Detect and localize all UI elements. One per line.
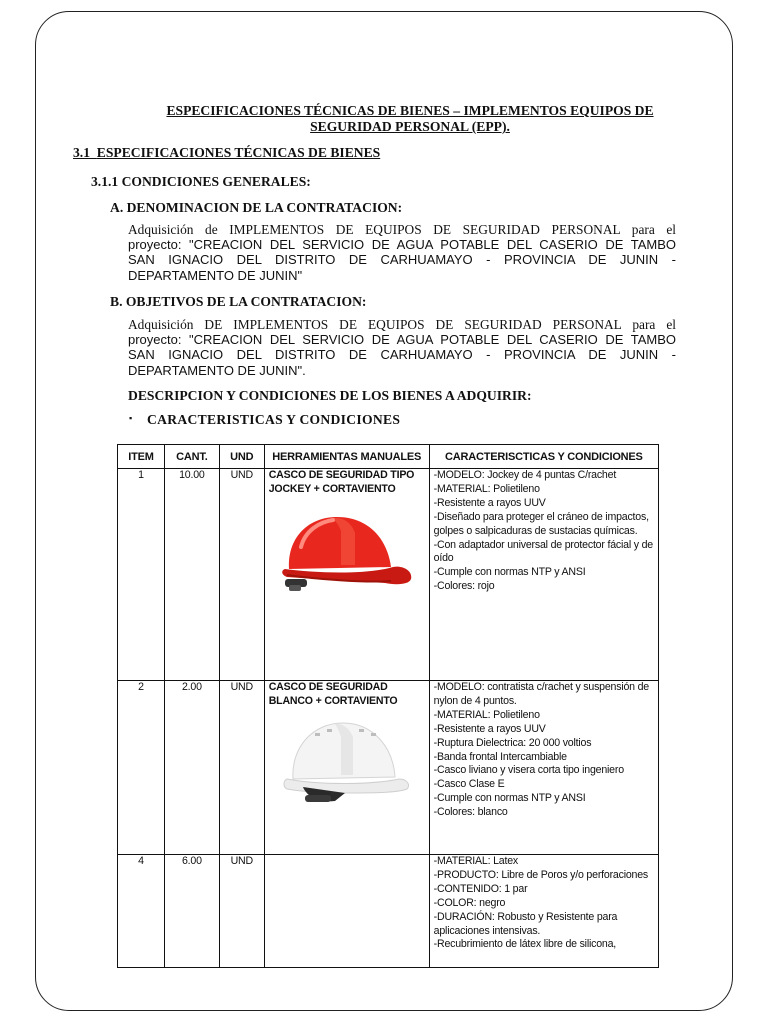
- feature-line: -Recubrimiento de látex libre de silicona,: [433, 938, 617, 951]
- white-hard-hat-icon: [275, 713, 415, 809]
- section-b-line: Adquisición DE IMPLEMENTOS DE EQUIPOS DE SEGURIDAD PERSONAL para el: [128, 317, 676, 332]
- section-b-line: SAN IGNACIO DEL DISTRITO DE CARHUAMAYO - PROVINCIA DE JUNIN -: [128, 347, 676, 363]
- feature-line: -Colores: rojo: [433, 580, 495, 593]
- header-unit: UND: [219, 445, 264, 469]
- subsection-heading: 3.1.1 CONDICIONES GENERALES:: [91, 174, 311, 189]
- document-title: [110, 103, 710, 135]
- feature-line: -MODELO: contratista c/rachet y suspensión de nylon de 4 puntos.: [433, 681, 650, 707]
- cell-tool: [264, 469, 429, 681]
- cell-qty: 2.00: [164, 681, 219, 855]
- feature-line: -Resistente a rayos UUV: [433, 722, 546, 735]
- equipment-table: [117, 444, 659, 968]
- table-row: [118, 681, 659, 855]
- feature-line: -MODELO: Jockey de 4 puntas C/rachet: [433, 469, 617, 481]
- section-a-paragraph: [128, 222, 676, 283]
- cell-features: [429, 469, 658, 681]
- feature-line: -MATERIAL: Polietileno: [433, 482, 540, 495]
- feature-line: -Casco liviano y visera corta tipo ingeniero: [433, 764, 624, 777]
- header-qty: CANT.: [164, 445, 219, 469]
- tool-name: CASCO DE SEGURIDAD TIPO JOCKEY + CORTAVIENTO: [268, 469, 415, 495]
- feature-line: -Ruptura Dielectrica: 20 000 voltios: [433, 736, 592, 749]
- section-a-heading: A. DENOMINACION DE LA CONTRATACION:: [110, 200, 403, 215]
- header-features: CARACTERISCTICAS Y CONDICIONES: [429, 445, 658, 469]
- feature-line: -MATERIAL: Latex: [433, 855, 518, 867]
- cell-features: [429, 681, 658, 855]
- table-row: [118, 855, 659, 968]
- feature-line: -PRODUCTO: Libre de Poros y/o perforaciones: [433, 868, 649, 881]
- cell-unit: UND: [219, 855, 264, 968]
- title-line-2: SEGURIDAD PERSONAL (EPP).: [310, 119, 510, 134]
- feature-line: -Resistente a rayos UUV: [433, 496, 546, 509]
- header-tools: HERRAMIENTAS MANUALES: [264, 445, 429, 469]
- feature-line: -Cumple con normas NTP y ANSI: [433, 566, 586, 579]
- section-title: ESPECIFICACIONES TÉCNICAS DE BIENES: [96, 145, 381, 160]
- cell-qty: 6.00: [164, 855, 219, 968]
- feature-line: -Cumple con normas NTP y ANSI: [433, 792, 586, 805]
- section-heading: [73, 145, 380, 161]
- section-b-paragraph: [128, 317, 676, 378]
- cell-unit: UND: [219, 469, 264, 681]
- section-a-line: SAN IGNACIO DEL DISTRITO DE CARHUAMAYO - PROVINCIA DE JUNIN -: [128, 252, 676, 268]
- section-a-line: DEPARTAMENTO DE JUNIN": [128, 267, 303, 283]
- description-heading: DESCRIPCION Y CONDICIONES DE LOS BIENES A ADQUIRIR:: [128, 388, 532, 403]
- feature-line: -DURACIÓN: Robusto y Resistente para aplicaciones intensivas.: [433, 910, 618, 937]
- cell-unit: UND: [219, 681, 264, 855]
- cell-item: 4: [118, 855, 165, 968]
- feature-line: -Diseñado para proteger el cráneo de impactos, golpes o salpicaduras de sustacias químicas.: [433, 510, 649, 537]
- section-b-heading: B. OBJETIVOS DE LA CONTRATACION:: [110, 294, 367, 309]
- tool-name: CASCO DE SEGURIDAD BLANCO + CORTAVIENTO: [268, 681, 398, 707]
- table-header-row: [118, 445, 659, 469]
- cell-tool: [264, 681, 429, 855]
- section-b-line: proyecto: "CREACION DEL SERVICIO DE AGUA POTABLE DEL CASERIO DE TAMBO: [128, 332, 676, 348]
- bullet-text: CARACTERISTICAS Y CONDICIONES: [147, 412, 401, 427]
- title-line-1: ESPECIFICACIONES TÉCNICAS DE BIENES – IMPLEMENTOS EQUIPOS DE: [166, 103, 654, 118]
- feature-line: -COLOR: negro: [433, 896, 506, 909]
- bullet-square-icon: ▪: [129, 413, 133, 423]
- feature-line: -MATERIAL: Polietileno: [433, 708, 540, 721]
- table-row: [118, 469, 659, 681]
- cell-qty: 10.00: [164, 469, 219, 681]
- section-a-line: Adquisición de IMPLEMENTOS DE EQUIPOS DE SEGURIDAD PERSONAL para el: [128, 222, 676, 237]
- feature-line: -CONTENIDO: 1 par: [433, 882, 528, 895]
- feature-line: -Banda frontal Intercambiable: [433, 750, 567, 763]
- section-a-line: proyecto: "CREACION DEL SERVICIO DE AGUA POTABLE DEL CASERIO DE TAMBO: [128, 237, 676, 253]
- section-b-line: DEPARTAMENTO DE JUNIN".: [128, 362, 306, 378]
- cell-tool: [264, 855, 429, 968]
- red-hard-hat-icon: [275, 503, 415, 595]
- cell-item: 1: [118, 469, 165, 681]
- header-item: ITEM: [118, 445, 165, 469]
- cell-features: [429, 855, 658, 968]
- feature-line: -Con adaptador universal de protector fácial y de oído: [433, 538, 653, 565]
- section-number: 3.1: [73, 145, 90, 160]
- feature-line: -Colores: blanco: [433, 806, 508, 819]
- feature-line: -Casco Clase E: [433, 778, 505, 791]
- cell-item: 2: [118, 681, 165, 855]
